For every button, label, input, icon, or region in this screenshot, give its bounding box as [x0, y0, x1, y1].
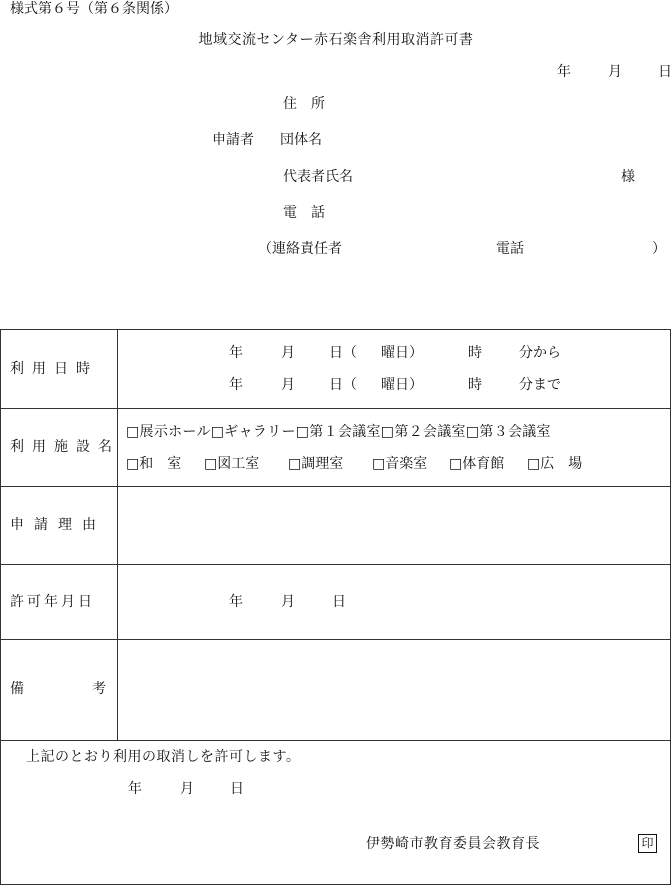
to-hour: 時	[468, 377, 482, 393]
remarks-label: 備	[10, 681, 24, 697]
rule	[0, 486, 671, 487]
facility-checkbox[interactable]: □体育館	[449, 456, 505, 472]
header-date-year: 年	[557, 64, 571, 80]
footer-day: 日	[230, 781, 244, 797]
issuer-name: 伊勢崎市教育委員会教育長	[366, 836, 540, 852]
honorific: 様	[621, 169, 635, 185]
usage-datetime-label: 利用日時	[10, 361, 98, 377]
to-minute: 分まで	[519, 377, 561, 393]
facility-checkbox[interactable]: □図工室	[204, 456, 260, 472]
rule	[117, 329, 118, 740]
contact-phone-label: 電話	[496, 241, 524, 257]
representative-label: 代表者氏名	[283, 169, 353, 185]
footer-month: 月	[180, 781, 194, 797]
rule	[670, 329, 671, 885]
permit-month: 月	[281, 594, 295, 610]
facility-checkbox[interactable]: □調理室	[288, 456, 344, 472]
rule	[0, 564, 671, 565]
phone-label: 電 話	[283, 205, 325, 221]
applicant-label: 申請者	[212, 132, 254, 148]
address-label: 住 所	[283, 96, 325, 112]
organization-label: 団体名	[280, 132, 322, 148]
permit-date-label: 許可年月日	[10, 594, 95, 610]
contact-close: ）	[652, 241, 666, 257]
remarks-label: 考	[92, 681, 106, 697]
to-month: 月	[281, 377, 295, 393]
document-title: 地域交流センター赤石楽舎利用取消許可書	[198, 32, 474, 48]
rule	[0, 408, 671, 409]
facility-checkbox[interactable]: □広 場	[527, 456, 583, 472]
facility-checkbox[interactable]: □音楽室	[372, 456, 428, 472]
header-date-month: 月	[608, 64, 622, 80]
to-day: 日（	[329, 377, 357, 393]
rule	[0, 329, 1, 885]
from-month: 月	[281, 345, 295, 361]
facilities-label: 利用施設名	[10, 439, 120, 455]
permission-statement: 上記のとおり利用の取消しを許可します。	[26, 749, 301, 765]
from-weekday: 曜日）	[381, 345, 423, 361]
facility-checkbox-row[interactable]: □展示ホール□ギャラリー□第１会議室□第２会議室□第３会議室	[126, 424, 551, 440]
from-year: 年	[229, 345, 243, 361]
facility-checkbox[interactable]: □和 室	[126, 456, 182, 472]
seal-mark: 印	[638, 834, 657, 853]
permit-year: 年	[229, 594, 243, 610]
rule	[0, 639, 671, 640]
form-number: 様式第６号（第６条関係）	[10, 1, 178, 17]
from-day: 日（	[329, 345, 357, 361]
from-minute: 分から	[519, 345, 561, 361]
permit-day: 日	[332, 594, 346, 610]
contact-person-label: （連絡責任者	[258, 241, 342, 257]
header-date-day: 日	[658, 64, 672, 80]
reason-label: 申請理由	[10, 517, 106, 533]
footer-year: 年	[128, 781, 142, 797]
to-weekday: 曜日）	[381, 377, 423, 393]
to-year: 年	[229, 377, 243, 393]
from-hour: 時	[468, 345, 482, 361]
rule	[0, 740, 671, 741]
rule	[0, 329, 671, 330]
